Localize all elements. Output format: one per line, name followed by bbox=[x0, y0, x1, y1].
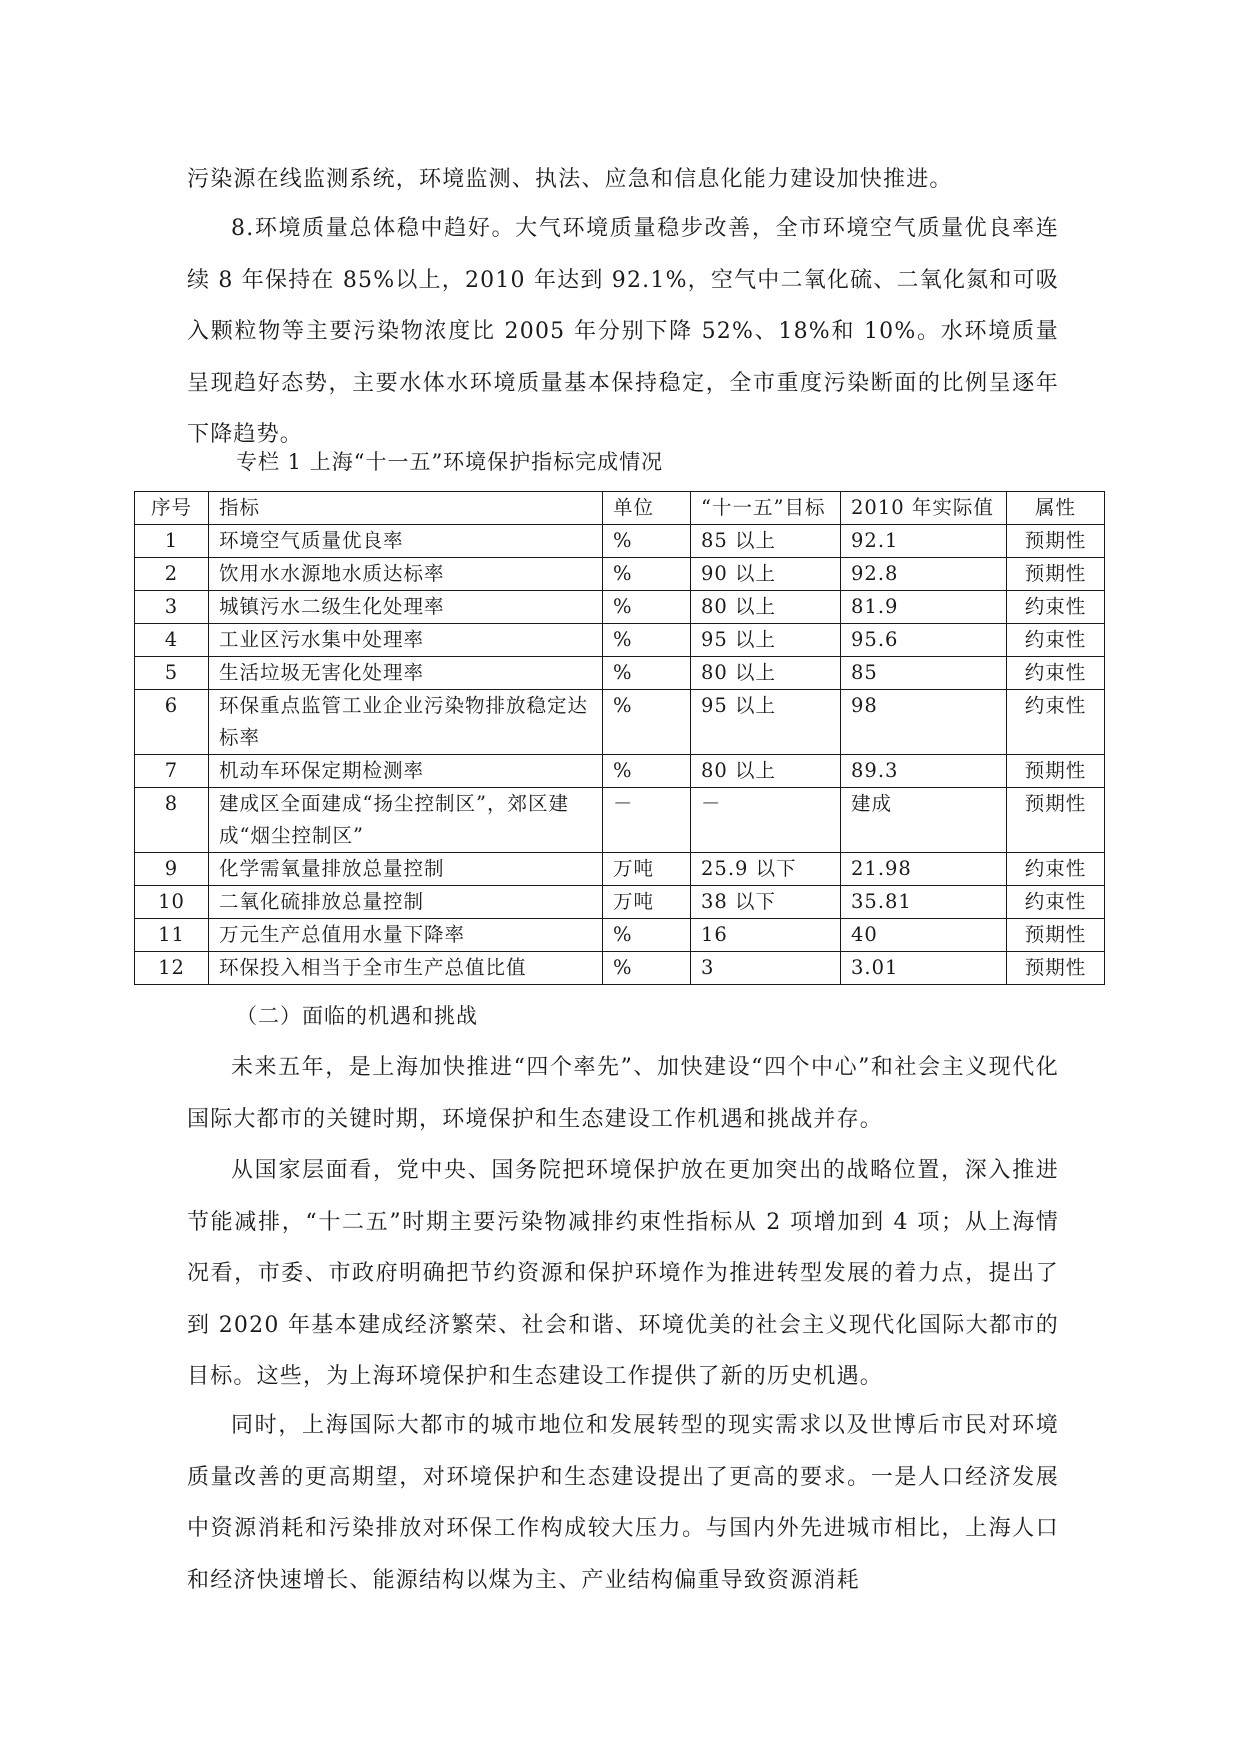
cell-target: 95 以上 bbox=[691, 624, 841, 657]
cell-actual: 92.1 bbox=[841, 525, 1007, 558]
cell-target: 80 以上 bbox=[691, 755, 841, 788]
cell-unit: % bbox=[603, 690, 691, 755]
cell-no: 3 bbox=[135, 591, 209, 624]
cell-target: 95 以上 bbox=[691, 690, 841, 755]
cell-unit: % bbox=[603, 919, 691, 952]
table-row bbox=[135, 690, 1105, 755]
cell-indicator: 建成区全面建成“扬尘控制区”，郊区建成“烟尘控制区” bbox=[209, 788, 603, 853]
cell-attribute: 预期性 bbox=[1007, 952, 1105, 985]
table-row bbox=[135, 853, 1105, 886]
table-row bbox=[135, 591, 1105, 624]
header-target: “十一五”目标 bbox=[691, 492, 841, 525]
cell-no: 2 bbox=[135, 558, 209, 591]
paragraph-national-level: 从国家层面看，党中央、国务院把环境保护放在更加突出的战略位置，深入推进节能减排，“十二五”时期主要污染物减排约束性指标从 2 项增加到 4 项；从上海情况看，市委、市政府明确把节约资源和保护环境作为推进转型发展的着力点，提出了到 2020 年基本建成经济繁荣、社会和谐、环境优美的社会主义现代化国际大都市的目标。这些，为上海环境保护和生态建设工作提供了新的历史机遇。 bbox=[187, 1158, 1059, 1389]
indicators-table bbox=[134, 491, 1105, 985]
cell-unit: % bbox=[603, 525, 691, 558]
table-row bbox=[135, 525, 1105, 558]
cell-target: 85 以上 bbox=[691, 525, 841, 558]
cell-actual: 81.9 bbox=[841, 591, 1007, 624]
cell-attribute: 预期性 bbox=[1007, 755, 1105, 788]
cell-indicator: 城镇污水二级生化处理率 bbox=[209, 591, 603, 624]
cell-indicator: 二氧化硫排放总量控制 bbox=[209, 886, 603, 919]
cell-unit: % bbox=[603, 624, 691, 657]
cell-unit: － bbox=[603, 788, 691, 853]
cell-no: 1 bbox=[135, 525, 209, 558]
cell-indicator: 机动车环保定期检测率 bbox=[209, 755, 603, 788]
cell-no: 6 bbox=[135, 690, 209, 755]
cell-actual: 建成 bbox=[841, 788, 1007, 853]
paragraph-next-five-years: 未来五年，是上海加快推进“四个率先”、加快建设“四个中心”和社会主义现代化国际大都市的关键时期，环境保护和生态建设工作机遇和挑战并存。 bbox=[187, 1055, 1059, 1132]
cell-unit: 万吨 bbox=[603, 886, 691, 919]
cell-actual: 35.81 bbox=[841, 886, 1007, 919]
table-row bbox=[135, 624, 1105, 657]
cell-target: 80 以上 bbox=[691, 657, 841, 690]
cell-attribute: 约束性 bbox=[1007, 624, 1105, 657]
cell-actual: 98 bbox=[841, 690, 1007, 755]
section-subheading: （二）面临的机遇和挑战 bbox=[236, 1004, 478, 1028]
cell-target: 38 以下 bbox=[691, 886, 841, 919]
cell-indicator: 饮用水水源地水质达标率 bbox=[209, 558, 603, 591]
cell-actual: 95.6 bbox=[841, 624, 1007, 657]
cell-actual: 21.98 bbox=[841, 853, 1007, 886]
table-row bbox=[135, 788, 1105, 853]
cell-indicator: 生活垃圾无害化处理率 bbox=[209, 657, 603, 690]
table-row bbox=[135, 558, 1105, 591]
paragraph-environment-quality: 8.环境质量总体稳中趋好。大气环境质量稳步改善，全市环境空气质量优良率连续 8 年保持在 85%以上，2010 年达到 92.1%，空气中二氧化硫、二氧化氮和可吸入颗粒物等主要污染物浓度比 2005 年分别下降 52%、18%和 10%。水环境质量呈现趋好态势，主要水体水环境质量基本保持稳定，全市重度污染断面的比例呈逐年下降趋势。 bbox=[187, 216, 1059, 447]
cell-attribute: 预期性 bbox=[1007, 558, 1105, 591]
cell-target: 25.9 以下 bbox=[691, 853, 841, 886]
cell-target: 90 以上 bbox=[691, 558, 841, 591]
cell-attribute: 约束性 bbox=[1007, 886, 1105, 919]
cell-no: 10 bbox=[135, 886, 209, 919]
cell-no: 8 bbox=[135, 788, 209, 853]
cell-unit: % bbox=[603, 558, 691, 591]
cell-unit: % bbox=[603, 952, 691, 985]
header-actual: 2010 年实际值 bbox=[841, 492, 1007, 525]
cell-attribute: 约束性 bbox=[1007, 690, 1105, 755]
cell-target: 80 以上 bbox=[691, 591, 841, 624]
cell-no: 7 bbox=[135, 755, 209, 788]
table-row bbox=[135, 657, 1105, 690]
cell-actual: 92.8 bbox=[841, 558, 1007, 591]
table-row bbox=[135, 755, 1105, 788]
table-row bbox=[135, 886, 1105, 919]
cell-attribute: 预期性 bbox=[1007, 919, 1105, 952]
cell-actual: 3.01 bbox=[841, 952, 1007, 985]
cell-no: 12 bbox=[135, 952, 209, 985]
header-indicator: 指标 bbox=[209, 492, 603, 525]
cell-indicator: 万元生产总值用水量下降率 bbox=[209, 919, 603, 952]
table-row bbox=[135, 919, 1105, 952]
cell-no: 11 bbox=[135, 919, 209, 952]
cell-indicator: 环保投入相当于全市生产总值比值 bbox=[209, 952, 603, 985]
cell-target: 16 bbox=[691, 919, 841, 952]
cell-actual: 40 bbox=[841, 919, 1007, 952]
cell-indicator: 工业区污水集中处理率 bbox=[209, 624, 603, 657]
cell-target: 3 bbox=[691, 952, 841, 985]
cell-indicator: 环境空气质量优良率 bbox=[209, 525, 603, 558]
cell-target: － bbox=[691, 788, 841, 853]
cell-indicator: 环保重点监管工业企业污染物排放稳定达标率 bbox=[209, 690, 603, 755]
cell-unit: 万吨 bbox=[603, 853, 691, 886]
header-unit: 单位 bbox=[603, 492, 691, 525]
cell-attribute: 预期性 bbox=[1007, 525, 1105, 558]
table-caption: 专栏 1 上海“十一五”环境保护指标完成情况 bbox=[236, 450, 664, 474]
cell-actual: 85 bbox=[841, 657, 1007, 690]
cell-actual: 89.3 bbox=[841, 755, 1007, 788]
cell-unit: % bbox=[603, 591, 691, 624]
cell-no: 9 bbox=[135, 853, 209, 886]
cell-attribute: 预期性 bbox=[1007, 788, 1105, 853]
header-attribute: 属性 bbox=[1007, 492, 1105, 525]
table-header-row bbox=[135, 492, 1105, 525]
header-no: 序号 bbox=[135, 492, 209, 525]
paragraph-challenges: 同时，上海国际大都市的城市地位和发展转型的现实需求以及世博后市民对环境质量改善的更高期望，对环境保护和生态建设提出了更高的要求。一是人口经济发展中资源消耗和污染排放对环保工作构成较大压力。与国内外先进城市相比，上海人口和经济快速增长、能源结构以煤为主、产业结构偏重导致资源消耗 bbox=[187, 1413, 1059, 1593]
cell-attribute: 约束性 bbox=[1007, 591, 1105, 624]
cell-unit: % bbox=[603, 755, 691, 788]
cell-no: 5 bbox=[135, 657, 209, 690]
cell-unit: % bbox=[603, 657, 691, 690]
cell-no: 4 bbox=[135, 624, 209, 657]
cell-attribute: 约束性 bbox=[1007, 853, 1105, 886]
cell-indicator: 化学需氧量排放总量控制 bbox=[209, 853, 603, 886]
table-row bbox=[135, 952, 1105, 985]
paragraph-continuation: 污染源在线监测系统，环境监测、执法、应急和信息化能力建设加快推进。 bbox=[187, 167, 953, 192]
cell-attribute: 约束性 bbox=[1007, 657, 1105, 690]
